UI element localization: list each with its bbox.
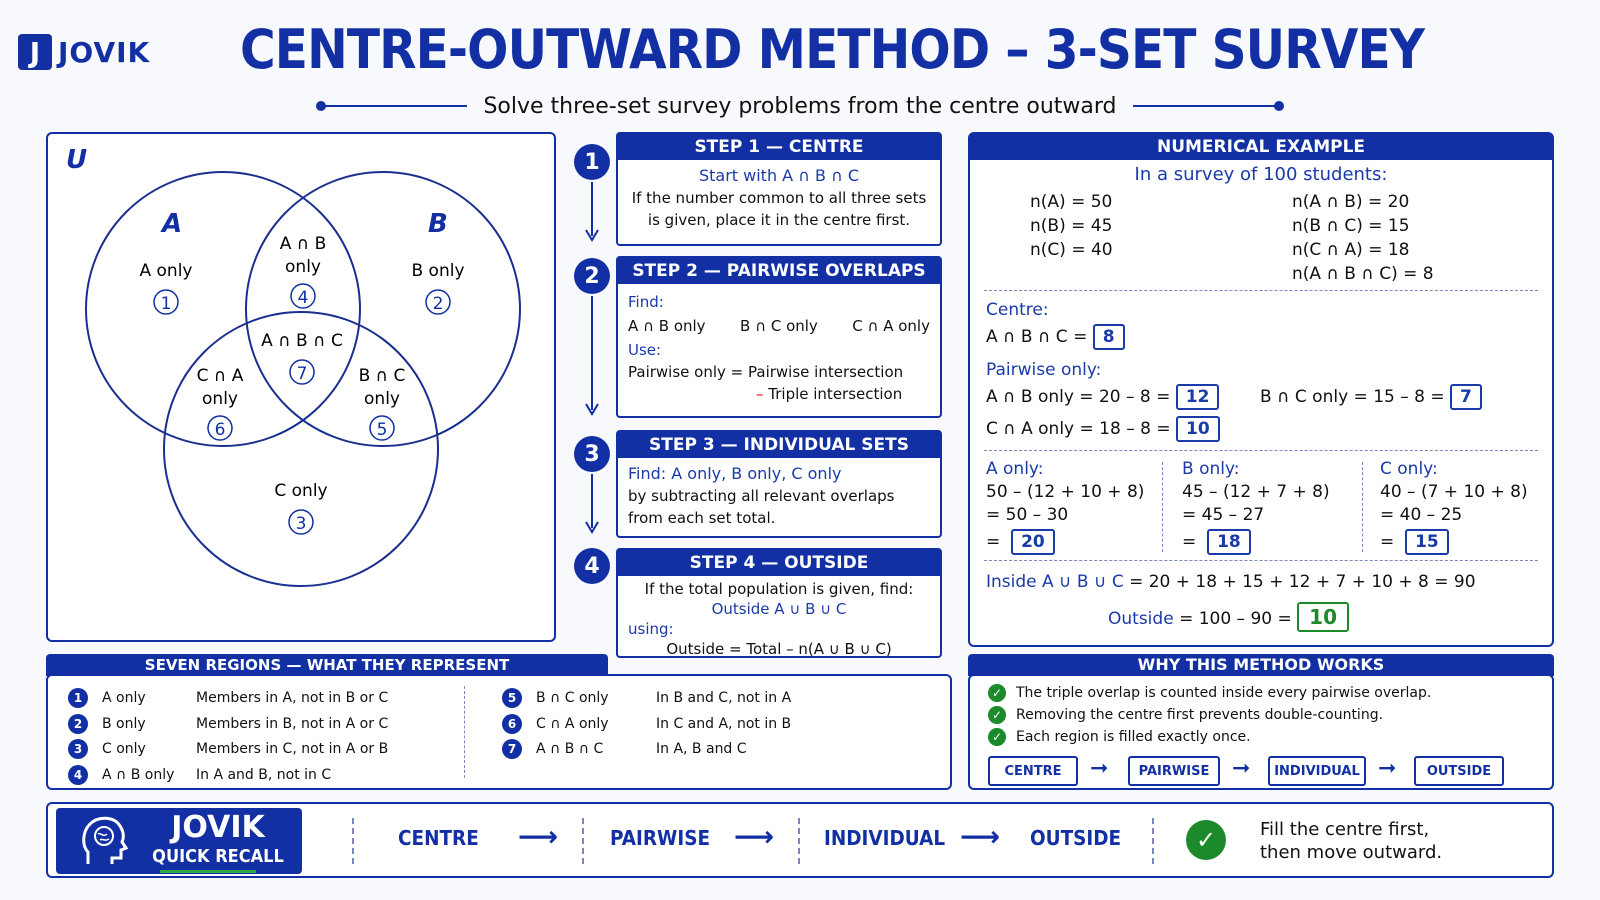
- formula-r2: Triple intersection: [768, 385, 903, 403]
- why-flow-individual: INDIVIDUAL: [1268, 756, 1366, 786]
- given-value: n(A ∩ B) = 20: [1292, 192, 1410, 212]
- inside-expr: = 20 + 18 + 15 + 12 + 7 + 10 + 8 = 90: [1129, 572, 1476, 592]
- step-2-items: [628, 315, 930, 337]
- region-row-num: 2: [68, 714, 88, 734]
- step-1-number: 1: [574, 144, 610, 180]
- step-2-item: A ∩ B only: [628, 317, 706, 335]
- step-4-title: STEP 4 — OUTSIDE: [618, 550, 940, 576]
- inside-label: Inside A ∪ B ∪ C: [986, 572, 1124, 592]
- individual-c: [1380, 458, 1528, 555]
- check-circle-icon: ✓: [1186, 820, 1226, 860]
- quick-recall-badge: [56, 808, 302, 874]
- individual-value: 18: [1207, 529, 1251, 555]
- badge-underline: [160, 870, 256, 873]
- centre-label: Centre:: [986, 300, 1049, 320]
- universe-label: U: [66, 145, 88, 175]
- region-row-num: 3: [68, 739, 88, 759]
- footer-tip: [1260, 818, 1442, 864]
- region-row: [502, 686, 791, 712]
- region-a-only: [140, 261, 193, 314]
- check-circle-icon: ✓: [988, 728, 1006, 746]
- step-1-lead: Start with A ∩ B ∩ C: [698, 166, 860, 185]
- region-num: 6: [214, 420, 226, 440]
- individual-b: [1182, 458, 1330, 555]
- region-row: [68, 686, 388, 712]
- region-b-only: [411, 261, 464, 314]
- why-points: [988, 682, 1431, 748]
- individual-line: = 45 – 27: [1182, 505, 1265, 525]
- example-title: NUMERICAL EXAMPLE: [970, 134, 1552, 160]
- divider: [984, 290, 1538, 291]
- why-flow-centre: CENTRE: [988, 756, 1078, 786]
- arrow-right-icon: ⟶: [734, 820, 775, 853]
- regions-title: SEVEN REGIONS — WHAT THEY REPRESENT: [46, 654, 608, 676]
- subtitle-row: [320, 92, 1280, 120]
- step-2-use: Use:: [628, 341, 662, 359]
- individual-label: B only:: [1182, 459, 1240, 479]
- region-row: [502, 712, 791, 738]
- footer-flow-pairwise: PAIRWISE: [610, 826, 711, 850]
- region-label: A ∩ B: [279, 234, 327, 254]
- arrow-down-icon: [584, 182, 600, 244]
- region-label-2: only: [364, 389, 400, 409]
- step-4-lead: Outside A ∪ B ∪ C: [711, 600, 847, 618]
- region-row-name: B only: [102, 715, 146, 732]
- check-circle-icon: ✓: [988, 684, 1006, 702]
- step-1-box: [616, 132, 942, 246]
- ab-expr: A ∩ B only = 20 – 8 =: [986, 387, 1171, 407]
- individual-eq: =: [986, 532, 1001, 552]
- region-num: 7: [296, 364, 308, 384]
- divider: [352, 818, 354, 864]
- region-row-desc: In C and A, not in B: [656, 715, 792, 732]
- why-point: [988, 682, 1431, 704]
- region-row-desc: In A and B, not in C: [196, 766, 332, 783]
- example-intro: In a survey of 100 students:: [1134, 164, 1388, 185]
- why-flow-pairwise: PAIRWISE: [1128, 756, 1220, 786]
- individual-line: 40 – (7 + 10 + 8): [1380, 482, 1528, 502]
- step-2-title: STEP 2 — PAIRWISE OVERLAPS: [618, 258, 940, 284]
- set-a-label: A: [162, 209, 183, 239]
- arrow-down-icon: [584, 296, 600, 418]
- badge-title: JOVIK: [171, 810, 265, 845]
- ca-row: [986, 416, 1220, 442]
- step-2-number: 2: [574, 258, 610, 294]
- step-3-text: by subtracting all relevant overlaps from each set total.: [628, 487, 895, 527]
- step-1-title: STEP 1 — CENTRE: [618, 134, 940, 160]
- badge-subtitle: QUICK RECALL: [152, 846, 284, 867]
- region-label: B ∩ C: [358, 366, 406, 386]
- step-3-lead: Find: A only, B only, C only: [628, 464, 842, 483]
- step-2-find: Find:: [628, 293, 664, 311]
- region-row-desc: Members in B, not in A or C: [196, 715, 389, 732]
- ca-value: 10: [1176, 416, 1220, 442]
- region-row-name: C ∩ A only: [536, 715, 609, 732]
- footer-tip-line: Fill the centre first,: [1260, 819, 1430, 840]
- region-num: 3: [295, 514, 307, 534]
- individual-label: A only:: [986, 459, 1044, 479]
- arrow-right-icon: ➞: [1232, 756, 1251, 781]
- regions-col-1: [68, 686, 388, 788]
- set-b-label: B: [428, 209, 448, 239]
- individual-eq: =: [1380, 532, 1395, 552]
- region-label-2: only: [285, 257, 321, 277]
- why-point-text: The triple overlap is counted inside every pairwise overlap.: [1016, 685, 1432, 701]
- bc-value: 7: [1450, 384, 1482, 410]
- region-ca-only: [197, 366, 244, 440]
- formula-eq: =: [730, 363, 744, 381]
- formula-lhs: Pairwise only: [628, 363, 726, 381]
- individual-line: 50 – (12 + 10 + 8): [986, 482, 1145, 502]
- arrow-right-icon: ➞: [1090, 756, 1109, 781]
- subtitle-rule-left: [320, 105, 467, 107]
- region-row-desc: In B and C, not in A: [656, 690, 792, 706]
- why-point: [988, 704, 1431, 726]
- formula-minus: –: [756, 385, 764, 403]
- individual-line: = 40 – 25: [1380, 505, 1463, 525]
- step-4-box: [616, 548, 942, 658]
- divider: [798, 818, 800, 864]
- given-right: [1292, 190, 1434, 286]
- bc-row: [1260, 384, 1482, 410]
- divider: [1152, 818, 1154, 864]
- footer-flow-outside: OUTSIDE: [1030, 826, 1122, 850]
- why-title: WHY THIS METHOD WORKS: [968, 654, 1554, 676]
- given-value: n(B) = 45: [1030, 216, 1113, 236]
- outside-expr: = 100 – 90 =: [1179, 609, 1292, 629]
- why-flow-outside: OUTSIDE: [1414, 756, 1504, 786]
- venn-panel: [46, 132, 556, 642]
- footer-flow-centre: CENTRE: [398, 826, 479, 850]
- region-label: A ∩ B ∩ C: [261, 331, 343, 351]
- region-label-2: only: [202, 389, 238, 409]
- region-row-desc: Members in C, not in A or B: [196, 741, 389, 757]
- individual-line: = 50 – 30: [986, 505, 1069, 525]
- subtitle-rule-right: [1133, 105, 1280, 107]
- outside-value: 10: [1297, 602, 1349, 632]
- given-left: [1030, 190, 1113, 262]
- step-2-item: B ∩ C only: [740, 317, 818, 335]
- logo-text: JOVIK: [58, 35, 151, 69]
- region-row: [68, 712, 388, 738]
- logo-mark: J: [18, 34, 52, 70]
- subtitle: Solve three-set survey problems from the centre outward: [483, 93, 1117, 119]
- step-4-text: If the total population is given, find:: [644, 580, 914, 598]
- inside-row: [986, 572, 1476, 592]
- individual-a: [986, 458, 1144, 555]
- regions-col-2: [502, 686, 791, 763]
- step-3-number: 3: [574, 436, 610, 472]
- region-abc: [261, 331, 343, 384]
- region-label: B only: [411, 261, 465, 281]
- arrow-down-icon: [584, 474, 600, 536]
- centre-value: 8: [1093, 324, 1125, 350]
- region-num: 5: [376, 420, 388, 440]
- given-value: n(A) = 50: [1030, 192, 1113, 212]
- region-row-num: 6: [502, 714, 522, 734]
- given-value: n(C ∩ A) = 18: [1292, 240, 1410, 260]
- circle-c: [164, 312, 438, 586]
- region-label: A only: [139, 261, 193, 281]
- arrow-right-icon: ➞: [1378, 756, 1397, 781]
- ab-value: 12: [1176, 384, 1220, 410]
- region-bc-only: [359, 366, 406, 440]
- formula-r1: Pairwise intersection: [748, 363, 904, 381]
- region-row-num: 7: [502, 739, 522, 759]
- region-c-only: [274, 481, 327, 534]
- step-4-number: 4: [574, 548, 610, 584]
- why-point: [988, 726, 1431, 748]
- step-3-title: STEP 3 — INDIVIDUAL SETS: [618, 432, 940, 458]
- region-num: 2: [432, 294, 444, 314]
- step-2-formula-2: [628, 383, 930, 405]
- region-row-desc: Members in A, not in B or C: [196, 690, 389, 706]
- head-brain-icon: [80, 814, 128, 868]
- region-row-name: A ∩ B only: [102, 766, 175, 783]
- region-row: [502, 737, 791, 763]
- region-row-name: A only: [102, 690, 146, 706]
- individual-eq: =: [1182, 532, 1197, 552]
- outside-row: [1108, 602, 1349, 632]
- divider: [984, 450, 1538, 451]
- given-value: n(C) = 40: [1030, 240, 1113, 260]
- divider: [582, 818, 584, 864]
- pairwise-label: Pairwise only:: [986, 360, 1102, 380]
- centre-row: [986, 324, 1125, 350]
- regions-panel: [46, 674, 952, 790]
- step-4-using: using:: [628, 620, 674, 638]
- ab-row: [986, 384, 1219, 410]
- region-row-name: B ∩ C only: [536, 690, 609, 706]
- step-2-box: [616, 256, 942, 418]
- arrow-right-icon: ⟶: [518, 820, 559, 853]
- centre-expr: A ∩ B ∩ C =: [986, 327, 1088, 347]
- region-row-num: 4: [68, 765, 88, 785]
- divider: [464, 686, 465, 778]
- region-num: 1: [160, 294, 172, 314]
- given-value: n(B ∩ C) = 15: [1292, 216, 1410, 236]
- region-row-num: 5: [502, 688, 522, 708]
- divider: [984, 560, 1538, 561]
- region-row-desc: In A, B and C: [656, 741, 747, 757]
- region-ab-only: [280, 234, 327, 308]
- step-2-formula: [628, 361, 930, 383]
- individual-value: 20: [1011, 529, 1055, 555]
- bc-expr: B ∩ C only = 15 – 8 =: [1260, 387, 1445, 407]
- footer: [46, 802, 1554, 878]
- individual-value: 15: [1405, 529, 1449, 555]
- numerical-example-panel: [968, 132, 1554, 647]
- region-num: 4: [297, 288, 309, 308]
- individual-line: 45 – (12 + 7 + 8): [1182, 482, 1330, 502]
- ca-expr: C ∩ A only = 18 – 8 =: [986, 419, 1171, 439]
- why-point-text: Removing the centre first prevents double-counting.: [1016, 707, 1384, 723]
- arrow-right-icon: ⟶: [960, 820, 1001, 853]
- step-4-formula: Outside = Total – n(A ∪ B ∪ C): [666, 640, 892, 658]
- region-row-name: C only: [102, 741, 146, 757]
- why-panel: [968, 674, 1554, 790]
- given-value: n(A ∩ B ∩ C) = 8: [1292, 264, 1434, 284]
- outside-label: Outside: [1108, 609, 1174, 629]
- region-row-num: 1: [68, 688, 88, 708]
- step-2-item: C ∩ A only: [852, 317, 930, 335]
- region-label: C only: [274, 481, 328, 501]
- page-title: CENTRE-OUTWARD METHOD – 3-SET SURVEY: [240, 18, 1425, 81]
- region-row: [68, 737, 388, 763]
- venn-diagram: [48, 134, 554, 640]
- step-1-text: If the number common to all three sets is given, place it in the centre first.: [631, 189, 927, 229]
- divider: [1162, 462, 1163, 552]
- region-label: C ∩ A: [196, 366, 244, 386]
- footer-tip-line: then move outward.: [1260, 842, 1443, 863]
- divider: [1362, 462, 1363, 552]
- logo: [18, 34, 150, 70]
- check-circle-icon: ✓: [988, 706, 1006, 724]
- footer-flow-individual: INDIVIDUAL: [824, 826, 946, 850]
- why-point-text: Each region is filled exactly once.: [1016, 729, 1251, 745]
- step-3-box: [616, 430, 942, 538]
- individual-label: C only:: [1380, 459, 1438, 479]
- region-row: [68, 763, 388, 789]
- region-row-name: A ∩ B ∩ C: [536, 741, 604, 757]
